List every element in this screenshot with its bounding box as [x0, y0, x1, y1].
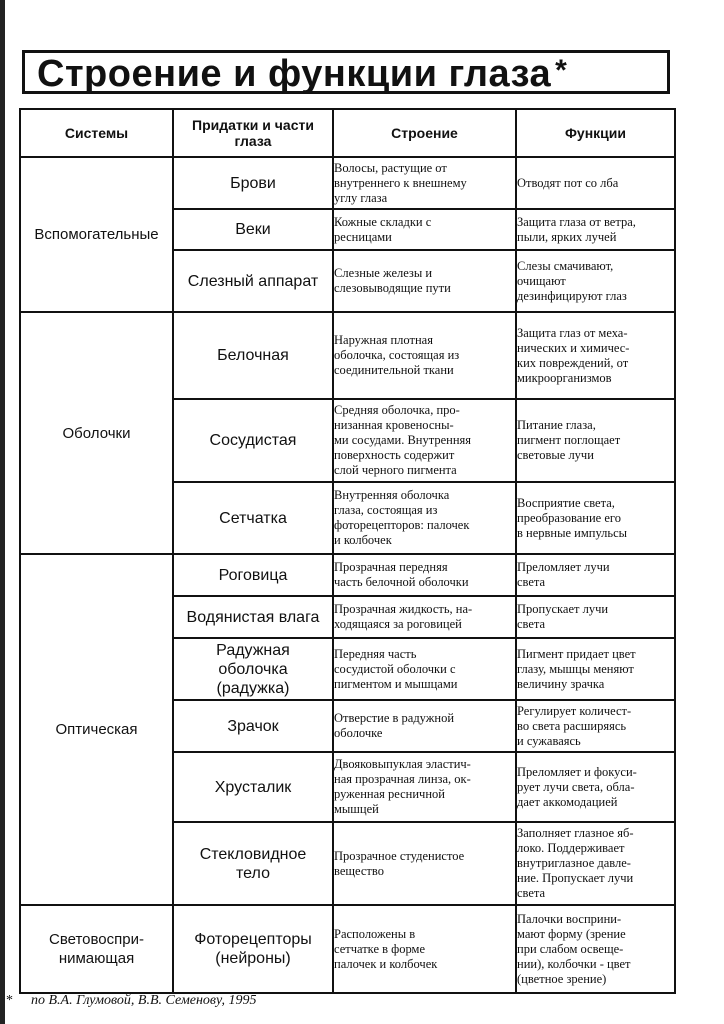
structure-cell: Прозрачная жидкость, на- ходящаяся за роговицей	[333, 596, 516, 638]
page-title: Строение и функции глаза *	[37, 53, 568, 95]
function-cell: Отводят пот со лба	[516, 157, 675, 209]
table-header-row	[20, 109, 675, 157]
page-edge-bar	[0, 0, 5, 1024]
part-cell: Стекловидное тело	[173, 822, 333, 905]
function-cell: Питание глаза, пигмент поглощает световые лучи	[516, 399, 675, 482]
structure-cell: Слезные железы и слезовыводящие пути	[333, 250, 516, 312]
header-functions: Функции	[516, 109, 675, 157]
function-cell: Пропускает лучи света	[516, 596, 675, 638]
part-cell: Сосудистая	[173, 399, 333, 482]
function-cell: Преломляет и фокуси- рует лучи света, обла- дает аккомодацией	[516, 752, 675, 822]
part-cell: Белочная	[173, 312, 333, 399]
part-cell: Радужная оболочка (радужка)	[173, 638, 333, 700]
part-cell: Брови	[173, 157, 333, 209]
structure-cell: Внутренняя оболочка глаза, состоящая из фоторецепторов: палочек и колбочек	[333, 482, 516, 554]
part-cell: Водянистая влага	[173, 596, 333, 638]
table-row	[20, 554, 675, 596]
footnote-mark: *	[6, 993, 13, 1008]
structure-cell: Двояковыпуклая эластич- ная прозрачная линза, ок- руженная ресничной мышцей	[333, 752, 516, 822]
part-cell: Сетчатка	[173, 482, 333, 554]
system-membranes: Оболочки	[20, 312, 173, 554]
structure-cell: Волосы, растущие от внутреннего к внешнему углу глаза	[333, 157, 516, 209]
title-frame	[22, 50, 670, 94]
header-structure: Строение	[333, 109, 516, 157]
part-cell: Зрачок	[173, 700, 333, 752]
table-row	[20, 157, 675, 209]
function-cell: Восприятие света, преобразование его в нервные импульсы	[516, 482, 675, 554]
table-row	[20, 905, 675, 993]
structure-cell: Кожные складки с ресницами	[333, 209, 516, 250]
header-systems: Системы	[20, 109, 173, 157]
structure-cell: Прозрачное студенистое вещество	[333, 822, 516, 905]
part-cell: Веки	[173, 209, 333, 250]
function-cell: Защита глаза от ветра, пыли, ярких лучей	[516, 209, 675, 250]
structure-cell: Прозрачная передняя часть белочной оболочки	[333, 554, 516, 596]
system-photoreceptive: Световоспри- нимающая	[20, 905, 173, 993]
system-optical: Оптическая	[20, 554, 173, 905]
function-cell: Преломляет лучи света	[516, 554, 675, 596]
system-auxiliary: Вспомогательные	[20, 157, 173, 312]
function-cell: Заполняет глазное яб- локо. Поддерживает внутриглазное давле- ние. Пропускает лучи света	[516, 822, 675, 905]
title-footnote-mark: *	[555, 54, 568, 87]
function-cell: Слезы смачивают, очищают дезинфицируют глаз	[516, 250, 675, 312]
function-cell: Регулирует количест- во света расширяясь и сужаваясь	[516, 700, 675, 752]
function-cell: Пигмент придает цвет глазу, мышцы меняют величину зрачка	[516, 638, 675, 700]
function-cell: Палочки восприни- мают форму (зрение при слабом освеще- нии), колбочки - цвет (цветное зрение)	[516, 905, 675, 993]
header-parts: Придатки и части глаза	[173, 109, 333, 157]
part-cell: Фоторецепторы (нейроны)	[173, 905, 333, 993]
part-cell: Роговица	[173, 554, 333, 596]
structure-cell: Передняя часть сосудистой оболочки с пигментом и мышцами	[333, 638, 516, 700]
part-cell: Хрусталик	[173, 752, 333, 822]
table-row	[20, 312, 675, 399]
source-footnote	[6, 993, 257, 1009]
structure-cell: Средняя оболочка, про- низанная кровеносны- ми сосудами. Внутренняя поверхность содержит слой черного пигмента	[333, 399, 516, 482]
function-cell: Защита глаз от меха- нических и химичес- ких повреждений, от микроорганизмов	[516, 312, 675, 399]
footnote-text: по В.А. Глумовой, В.В. Семенову, 1995	[31, 993, 257, 1008]
part-cell: Слезный аппарат	[173, 250, 333, 312]
structure-cell: Отверстие в радужной оболочке	[333, 700, 516, 752]
eye-structure-table	[19, 108, 676, 994]
structure-cell: Наружная плотная оболочка, состоящая из соединительной ткани	[333, 312, 516, 399]
structure-cell: Расположены в сетчатке в форме палочек и колбочек	[333, 905, 516, 993]
